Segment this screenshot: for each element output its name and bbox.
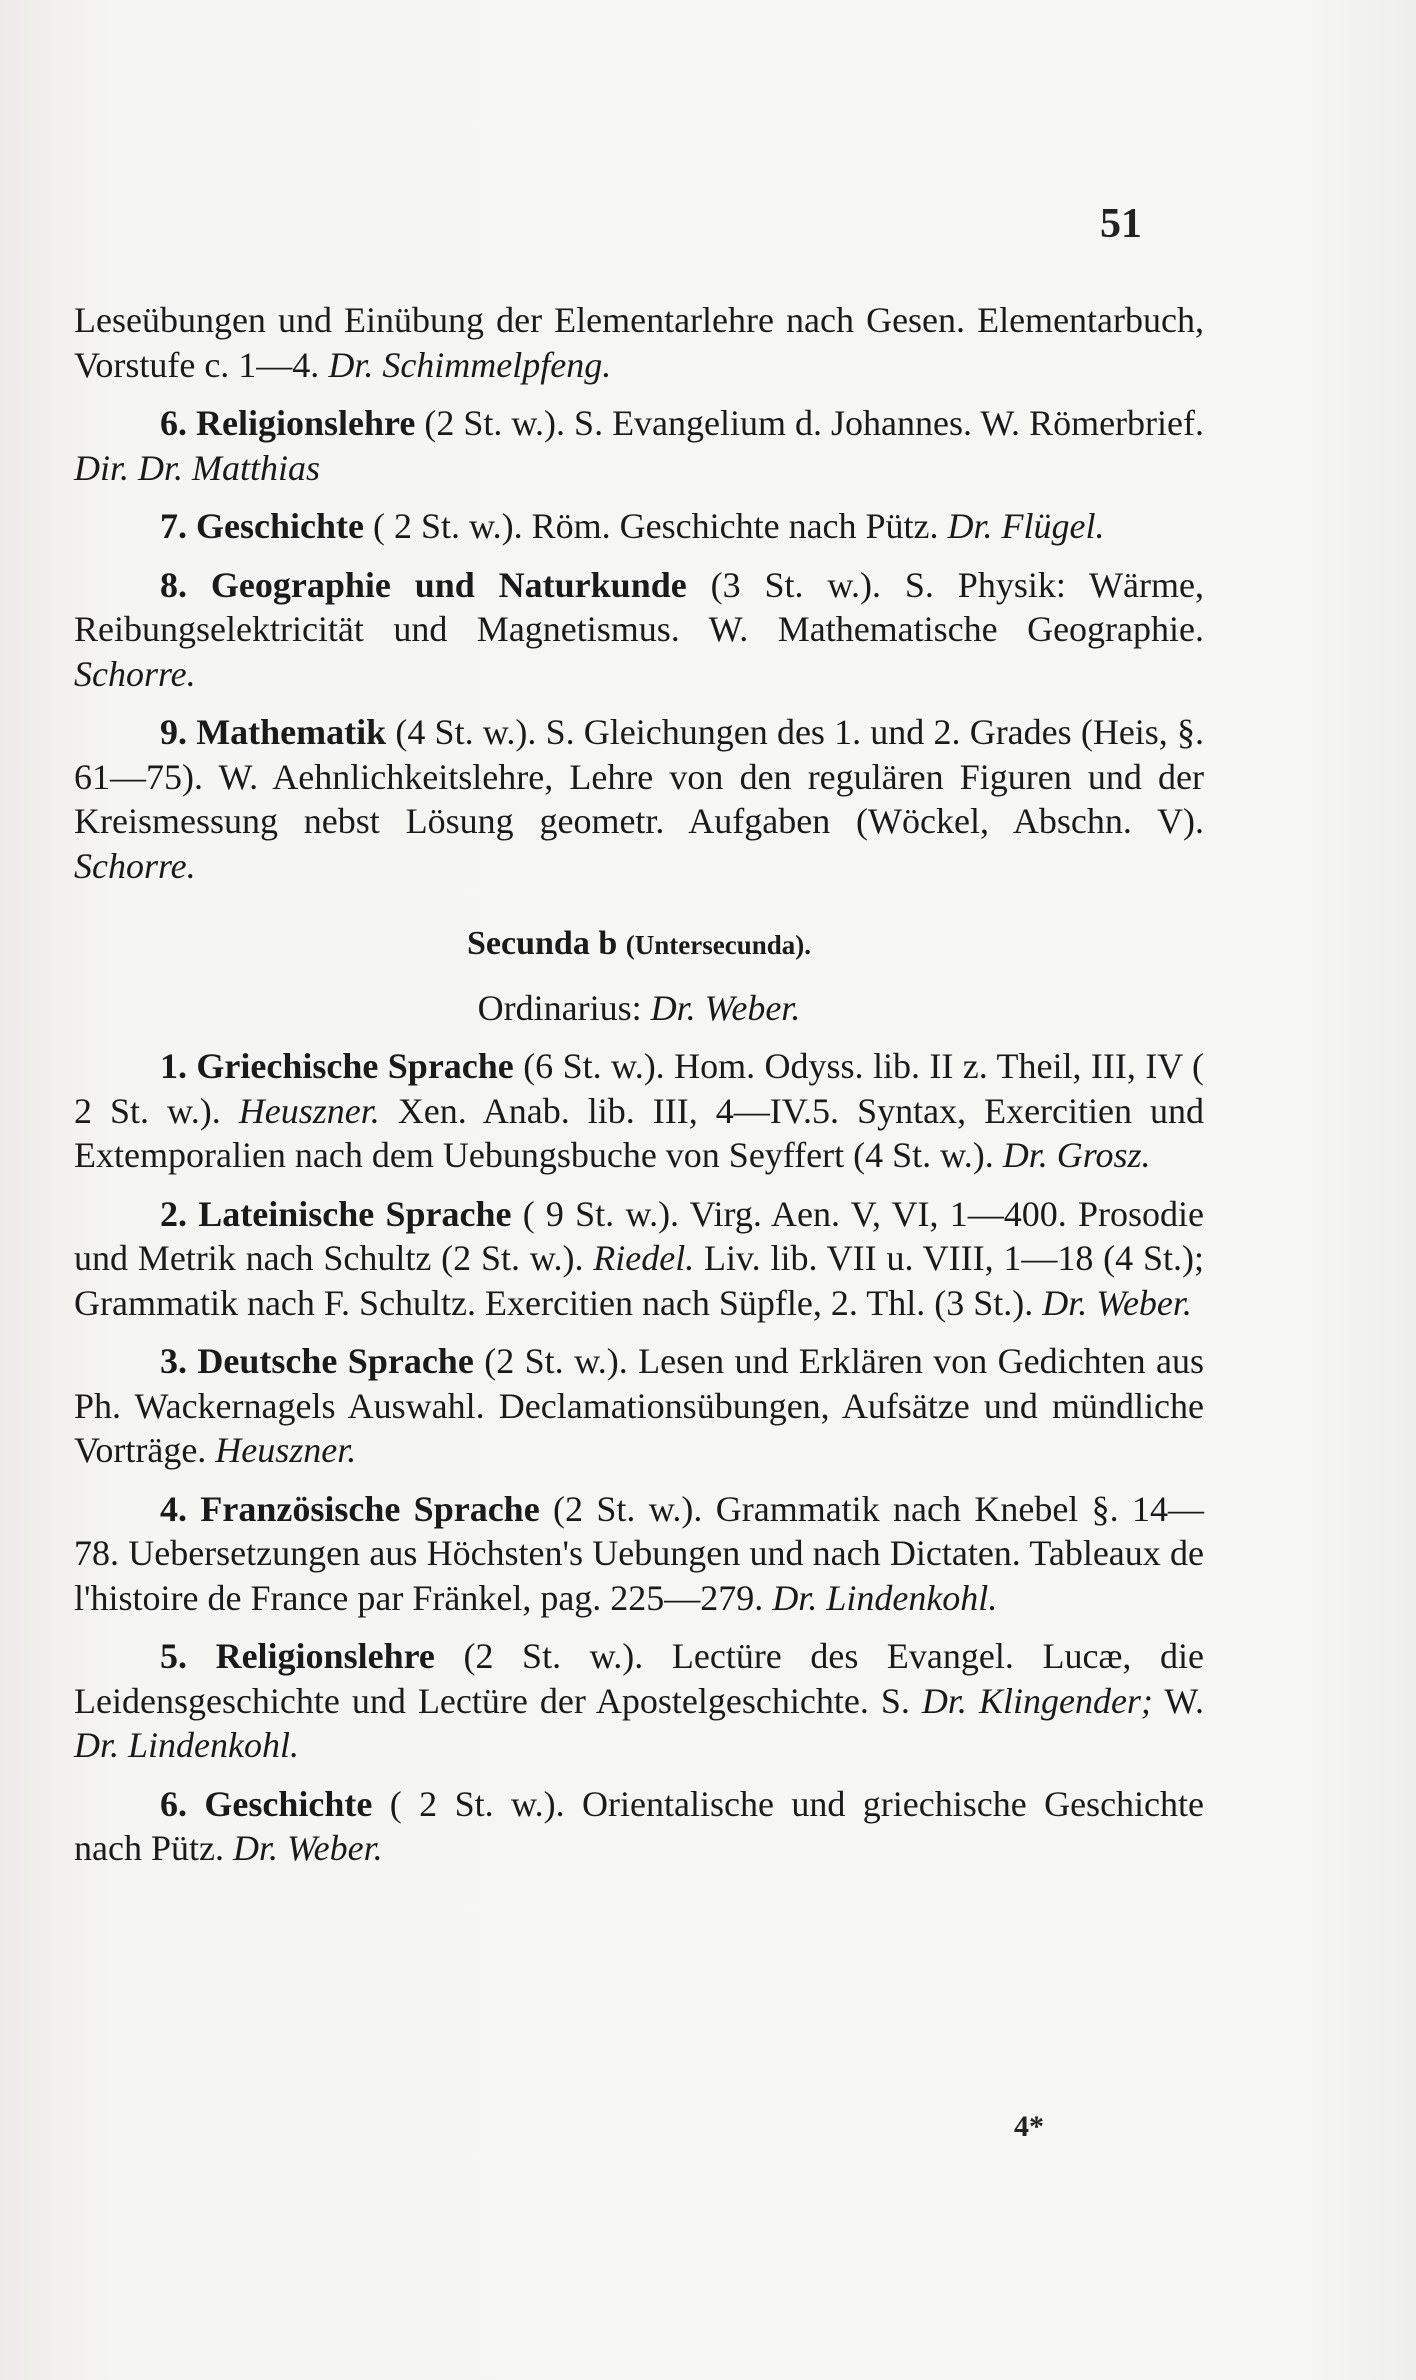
teacher-name: Dir. Dr. Matthias xyxy=(74,447,321,488)
paragraph-text: (2 St. w.). Grammatik nach Knebel §. 14—78. Uebersetzungen aus Höchsten's Uebungen und nach Dictaten. Tableaux de l'histoire de France par Fränkel, pag. 225—279. xyxy=(74,1488,1204,1618)
paragraph-text: ( 2 St. w.). Röm. Geschichte nach Pütz. xyxy=(363,506,948,546)
paragraph-text-continued: Xen. Anab. lib. III, 4—IV.5. Syntax, Exercitien und Extemporalien nach dem Uebungsbuche von Seyffert (4 St. w.). xyxy=(74,1090,1205,1175)
signature-mark: 4* xyxy=(1014,2110,1044,2143)
paragraph-text: ( 2 St. w.). Orientalische und griechische Geschichte nach Pütz. xyxy=(74,1783,1205,1868)
paragraph-german xyxy=(74,1339,1204,1473)
subject-title: 9. Mathematik xyxy=(160,712,387,752)
subject-title: 4. Französische Sprache xyxy=(160,1488,540,1529)
paragraph-text: Leseübungen und Einübung der Elementarlehre nach Gesen. Elementarbuch, Vorstufe c. 1—4. xyxy=(74,300,1204,385)
teacher-name: Dr. Weber. xyxy=(232,1828,383,1868)
teacher-name: Dr. Schimmelpfeng. xyxy=(328,344,612,385)
subject-title: 6. Geschichte xyxy=(160,1783,373,1824)
paragraph-greek xyxy=(74,1044,1204,1178)
paragraph-mathematics xyxy=(74,710,1204,888)
paragraph-history xyxy=(74,504,1204,549)
paragraph-french xyxy=(74,1487,1204,1621)
section-subtitle: (Untersecunda). xyxy=(625,930,811,960)
teacher-name: Dr. Weber. xyxy=(1042,1282,1192,1323)
teacher-name: Dr. Grosz. xyxy=(1002,1135,1151,1175)
subject-title: 2. Lateinische Sprache xyxy=(160,1193,512,1234)
teacher-name: Dr. Klingender; xyxy=(921,1680,1153,1721)
page-body xyxy=(74,298,1204,1885)
section-heading xyxy=(74,922,1204,968)
subject-title: 3. Deutsche Sprache xyxy=(160,1341,474,1381)
teacher-name: Schorre. xyxy=(74,653,196,694)
paragraph-religion-secunda xyxy=(74,1634,1204,1768)
paragraph-text: (3 St. w.). S. Physik: Wärme, Reibungselektricität und Magnetismus. W. Mathematische Geographie. xyxy=(74,564,1204,649)
teacher-name: Heuszner. xyxy=(238,1090,380,1131)
paragraph-history-secunda xyxy=(74,1782,1204,1871)
subject-title: 6. Religionslehre xyxy=(160,403,416,443)
paragraph-text: ( 9 St. w.). Virg. Aen. V, VI, 1—400. Prosodie und Metrik nach Schultz (2 St. w.). xyxy=(74,1193,1205,1278)
teacher-name: Riedel. xyxy=(593,1238,695,1278)
section-title: Secunda b xyxy=(467,925,618,962)
paragraph-text: (2 St. w.). Lesen und Erklären von Gedichten aus Ph. Wackernagels Auswahl. Declamationsübungen, Aufsätze und mündliche Vorträge. xyxy=(74,1341,1205,1470)
subject-title: 5. Religionslehre xyxy=(160,1636,435,1676)
teacher-name: Heuszner. xyxy=(215,1430,357,1470)
teacher-name: Schorre. xyxy=(74,845,196,886)
teacher-name: Dr. Lindenkohl. xyxy=(772,1577,998,1618)
paragraph-text: (2 St. w.). Lectüre des Evangel. Lucæ, die Leidensgeschichte und Lectüre der Apostelgeschichte. S. xyxy=(74,1636,1204,1721)
subject-title: 8. Geographie und Naturkunde xyxy=(160,564,687,605)
ordinarius-line xyxy=(74,986,1204,1031)
paragraph-text-continued: Liv. lib. VII u. VIII, 1—18 (4 St.); Grammatik nach F. Schultz. Exercitien nach Süpfle, 2. Thl. (3 St.). xyxy=(74,1238,1204,1323)
subject-title: 7. Geschichte xyxy=(160,506,364,546)
paragraph-latin xyxy=(74,1192,1204,1326)
ordinarius-label: Ordinarius: xyxy=(477,987,651,1028)
subject-title: 1. Griechische Sprache xyxy=(160,1046,514,1086)
paragraph-geography xyxy=(74,563,1204,697)
ordinarius-name: Dr. Weber. xyxy=(650,987,801,1028)
paragraph-text: (2 St. w.). S. Evangelium d. Johannes. W. Römerbrief. xyxy=(415,403,1205,443)
teacher-name: Dr. Lindenkohl. xyxy=(74,1725,299,1765)
page-number: 51 xyxy=(1100,201,1142,247)
teacher-name: Dr. Flügel. xyxy=(947,506,1105,546)
paragraph-text-continued: W. xyxy=(1152,1680,1204,1721)
paragraph-text: (4 St. w.). S. Gleichungen des 1. und 2. Grades (Heis, §. 61—75). W. Aehnlichkeitslehre, Lehre von den regulären Figuren und der Kreismessung nebst Lösung geometr. Aufgaben (Wöckel, Abschn. V). xyxy=(74,712,1205,841)
paragraph-text: (6 St. w.). Hom. Odyss. lib. II z. Theil, III, IV ( 2 St. w.). xyxy=(74,1046,1204,1131)
paragraph-reading-exercises xyxy=(74,298,1204,387)
paragraph-religion xyxy=(74,401,1204,490)
